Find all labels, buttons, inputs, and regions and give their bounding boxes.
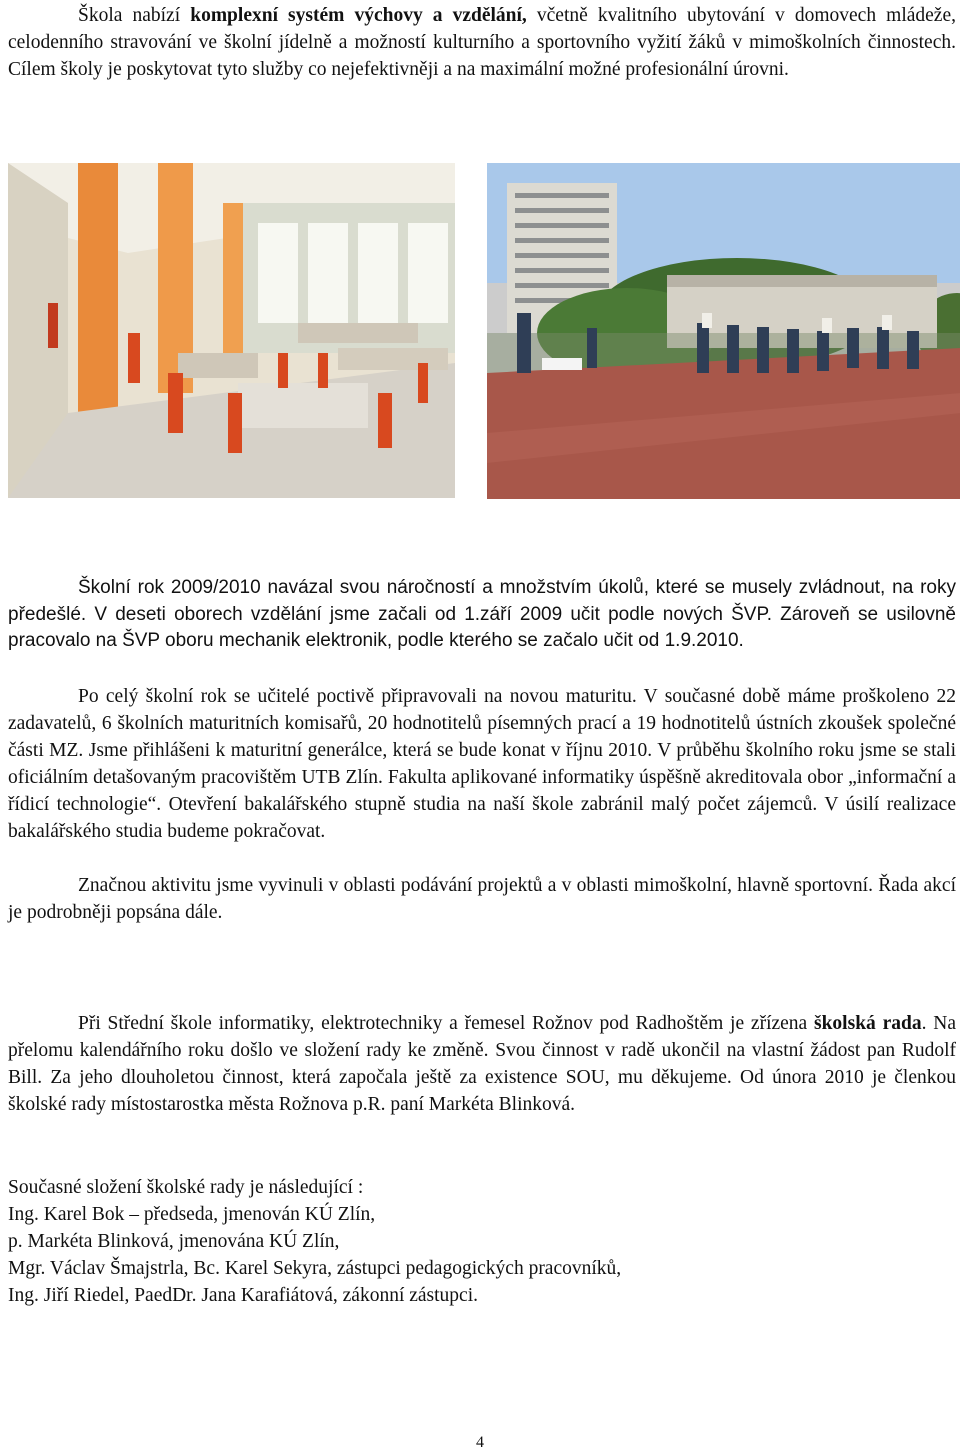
member-item-1: Ing. Karel Bok – předseda, jmenován KÚ Zlín,	[8, 1204, 376, 1225]
intro-text-rest: včetně kvalitního ubytování v domovech mládeže, celodenního stravování ve školní jídelně a možností kulturního a sportovního vyžití žáků v mimoškolních činnostech. Cílem školy je poskytovat tyto služby co nejefektivněji a na maximální možné profesionální úrovni.	[8, 5, 956, 80]
member-item-3: Mgr. Václav Šmajstrla, Bc. Karel Sekyra, zástupci pedagogických pracovníků,	[8, 1258, 622, 1279]
dining-hall-image	[8, 163, 455, 498]
sports-court-photo	[487, 163, 960, 499]
intro-text-start: Škola nabízí	[78, 5, 191, 26]
member-item-2: p. Markéta Blinková, jmenována KÚ Zlín,	[8, 1231, 340, 1252]
graduation-paragraph: Po celý školní rok se učitelé poctivě připravovali na novou maturitu. V současné době máme proškoleno 22 zadavatelů, 6 školních maturitních komisařů, 20 hodnotitelů písemných prací a 19 hodnotitelů ústních zkoušek společné části MZ. Jsme přihlášeni k maturitní generálce, která se bude konat v říjnu 2010. V průběhu školního roku jsme se stali oficiálním detašovaným pracovištěm UTB Zlín. Fakulta aplikované informatiky úspěšně akreditovala obor „informační a řídicí technologie“. Otevření bakalářského stupně studia na naší škole zabránil malý počet zájemců. V úsilí realizace bakalářského studia budeme pokračovat.	[8, 686, 956, 842]
activities-paragraph: Značnou aktivitu jsme vyvinuli v oblasti podávání projektů a v oblasti mimoškolní, hlavně sportovní. Řada akcí je podrobněji popsána dále.	[8, 875, 956, 923]
dining-hall-photo	[8, 163, 455, 498]
council-text-bold: školská rada	[814, 1013, 922, 1034]
intro-paragraph	[8, 2, 956, 83]
council-members-list	[8, 1174, 621, 1309]
school-year-paragraph: Školní rok 2009/2010 navázal svou náročností a množstvím úkolů, které se musely zvládnout, na roky předešlé. V deseti oborech vzdělání jsme začali od 1.září 2009 učit podle nových ŠVP. Zároveň se usilovně pracovalo na ŠVP oboru mechanik elektronik, podle kterého se začalo učit od 1.9.2010.	[8, 577, 956, 651]
page-number: 4	[476, 1434, 484, 1451]
council-text-rest: . Na přelomu kalendářního roku došlo ve složení rady ke změně. Svou činnost v radě ukončil na vlastní žádost pan Rudolf Bill. Za jeho dlouholetou činnost, která započala ještě za existence SOU, mu děkujeme. Od února 2010 je členkou školské rady místostarostka města Rožnova p.R. paní Markéta Blinková.	[8, 1013, 956, 1115]
member-item-4: Ing. Jiří Riedel, PaedDr. Jana Karafiátová, zákonní zástupci.	[8, 1285, 479, 1306]
members-heading: Současné složení školské rady je následující :	[8, 1177, 364, 1198]
sports-court-image	[487, 163, 960, 499]
council-text-start: Při Střední škole informatiky, elektrotechniky a řemesel Rožnov pod Radhoštěm je zřízena	[78, 1013, 814, 1034]
intro-text-bold: komplexní systém výchovy a vzdělání,	[190, 5, 527, 26]
council-paragraph	[8, 1010, 956, 1118]
